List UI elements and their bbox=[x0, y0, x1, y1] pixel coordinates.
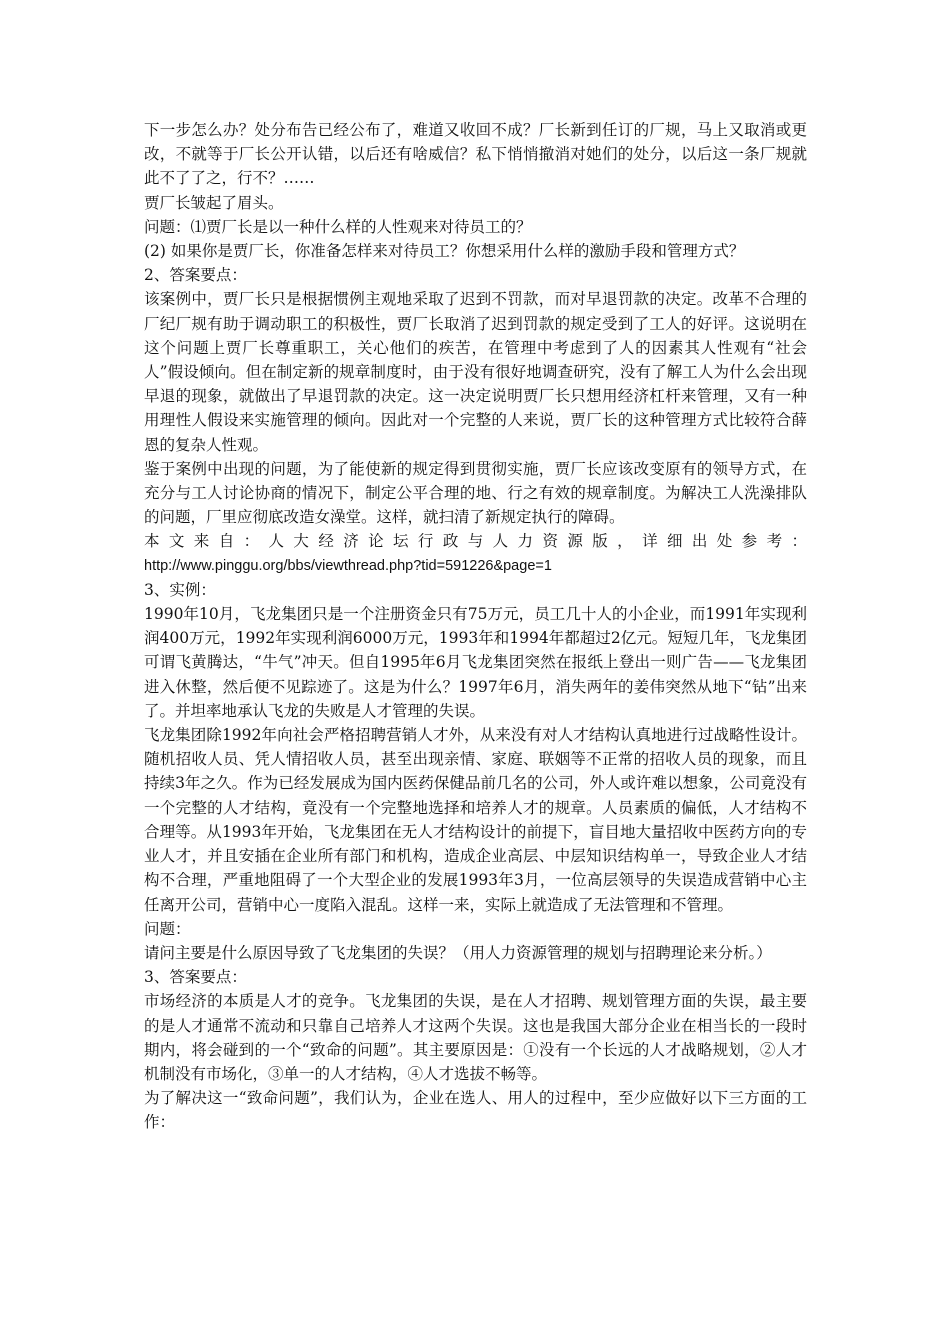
paragraph-answer-analysis: 该案例中，贾厂长只是根据惯例主观地采取了迟到不罚款，而对早退罚款的决定。改革不合理的厂纪厂规有助于调动职工的积极性，贾厂长取消了迟到罚款的规定受到了工人的好评。这说明在这个问题上贾厂长尊重职工，关心他们的疾苦，在管理中考虑到了人的因素其人性观有“社会人”假设倾向。但在制定新的规章制度时，由于没有很好地调查研究，没有了解工人为什么会出现早退的现象，就做出了早退罚款的决定。这一决定说明贾厂长只想用经济杠杆来管理，又有一种用理性人假设来实施管理的倾向。因此对一个完整的人来说，贾厂长的这种管理方式比较符合薛恩的复杂人性观。 bbox=[144, 290, 807, 454]
question-2: (2) 如果你是贾厂长，你准备怎样来对待员工？你想采用什么样的激励手段和管理方式？ bbox=[144, 242, 745, 261]
section-heading-answer-3: 3、答案要点： bbox=[144, 968, 247, 987]
question-1: 问题：⑴贾厂长是以一种什么样的人性观来对待员工的？ bbox=[144, 217, 532, 236]
source-url: http://www.pinggu.org/bbs/viewthread.php?tid=591226&page=1 bbox=[144, 557, 552, 574]
paragraph-solution-intro: 为了解决这一“致命问题”，我们认为，企业在选人、用人的过程中，至少应做好以下三方面的工作： bbox=[144, 1089, 807, 1132]
question-feilong: 请问主要是什么原因导致了飞龙集团的失误？（用人力资源管理的规划与招聘理论来分析。） bbox=[144, 943, 772, 962]
paragraph-frown: 贾厂长皱起了眉头。 bbox=[144, 193, 284, 212]
paragraph-feilong-history: 1990年10月，飞龙集团只是一个注册资金只有75万元，员工几十人的小企业，而1991年实现利润400万元，1992年实现利润6000万元，1993年和1994年都超过2亿元。短短几年，飞龙集团可谓飞黄腾达，“牛气”冲天。但自1995年6月飞龙集团突然在报纸上登出一则广告——飞龙集团进入休整，然后便不见踪迹了。这是为什么？1997年6月，消失两年的姜伟突然从地下“钻”出来了。并坦率地承认飞龙的失败是人才管理的失误。 bbox=[144, 605, 807, 720]
paragraph-punishment-dilemma: 下一步怎么办？处分布告已经公布了，难道又收回不成？厂长新到任订的厂规，马上又取消或更改，不就等于厂长公开认错，以后还有啥威信？私下悄悄撤消对她们的处分，以后这一条厂规就此不了了之，行不？…… bbox=[144, 121, 807, 188]
paragraph-answer-suggestion: 鉴于案例中出现的问题，为了能使新的规定得到贯彻实施，贾厂长应该改变原有的领导方式，在充分与工人讨论协商的情况下，制定公平合理的地、行之有效的规章制度。为解决工人洗澡排队的问题，厂里应彻底改造女澡堂。这样，就扫清了新规定执行的障碍。 bbox=[144, 459, 807, 527]
paragraph-market-economy: 市场经济的本质是人才的竞争。飞龙集团的失误，是在人才招聘、规划管理方面的失误，最主要的是人才通常不流动和只靠自己培养人才这两个失误。这也是我国大部分企业在相当长的一段时期内，将会碰到的一个“致命的问题”。其主要原因是：①没有一个长远的人才战略规划，②人才机制没有市场化，③单一的人才结构，④人才选拔不畅等。 bbox=[144, 992, 807, 1083]
section-heading-answer-2: 2、答案要点： bbox=[144, 266, 247, 285]
source-attribution: 本文来自：人大经济论坛行政与人力资源版，详细出处参考： bbox=[144, 532, 807, 551]
paragraph-feilong-structure: 飞龙集团除1992年向社会严格招聘营销人才外，从来没有对人才结构认真地进行过战略性设计。随机招收人员、凭人情招收人员，甚至出现亲情、家庭、联姻等不正常的招收人员的现象，而且持续3年之久。作为已经发展成为国内医药保健品前几名的公司，外人或许难以想象，公司竟没有一个完整的人才结构，竟没有一个完整地选择和培养人才的规章。人员素质的偏低，人才结构不合理等。从1993年开始，飞龙集团在无人才结构设计的前提下，盲目地大量招收中医药方向的专业人才，并且安插在企业所有部门和机构，造成企业高层、中层知识结构单一，导致企业人才结构不合理，严重地阻碍了一个大型企业的发展1993年3月，一位高层领导的失误造成营销中心主任离开公司，营销中心一度陷入混乱。这样一来，实际上就造成了无法管理和不管理。 bbox=[144, 726, 807, 914]
question-label: 问题： bbox=[144, 919, 191, 938]
section-heading-example-3: 3、实例： bbox=[144, 580, 216, 599]
document-body bbox=[144, 118, 807, 1135]
